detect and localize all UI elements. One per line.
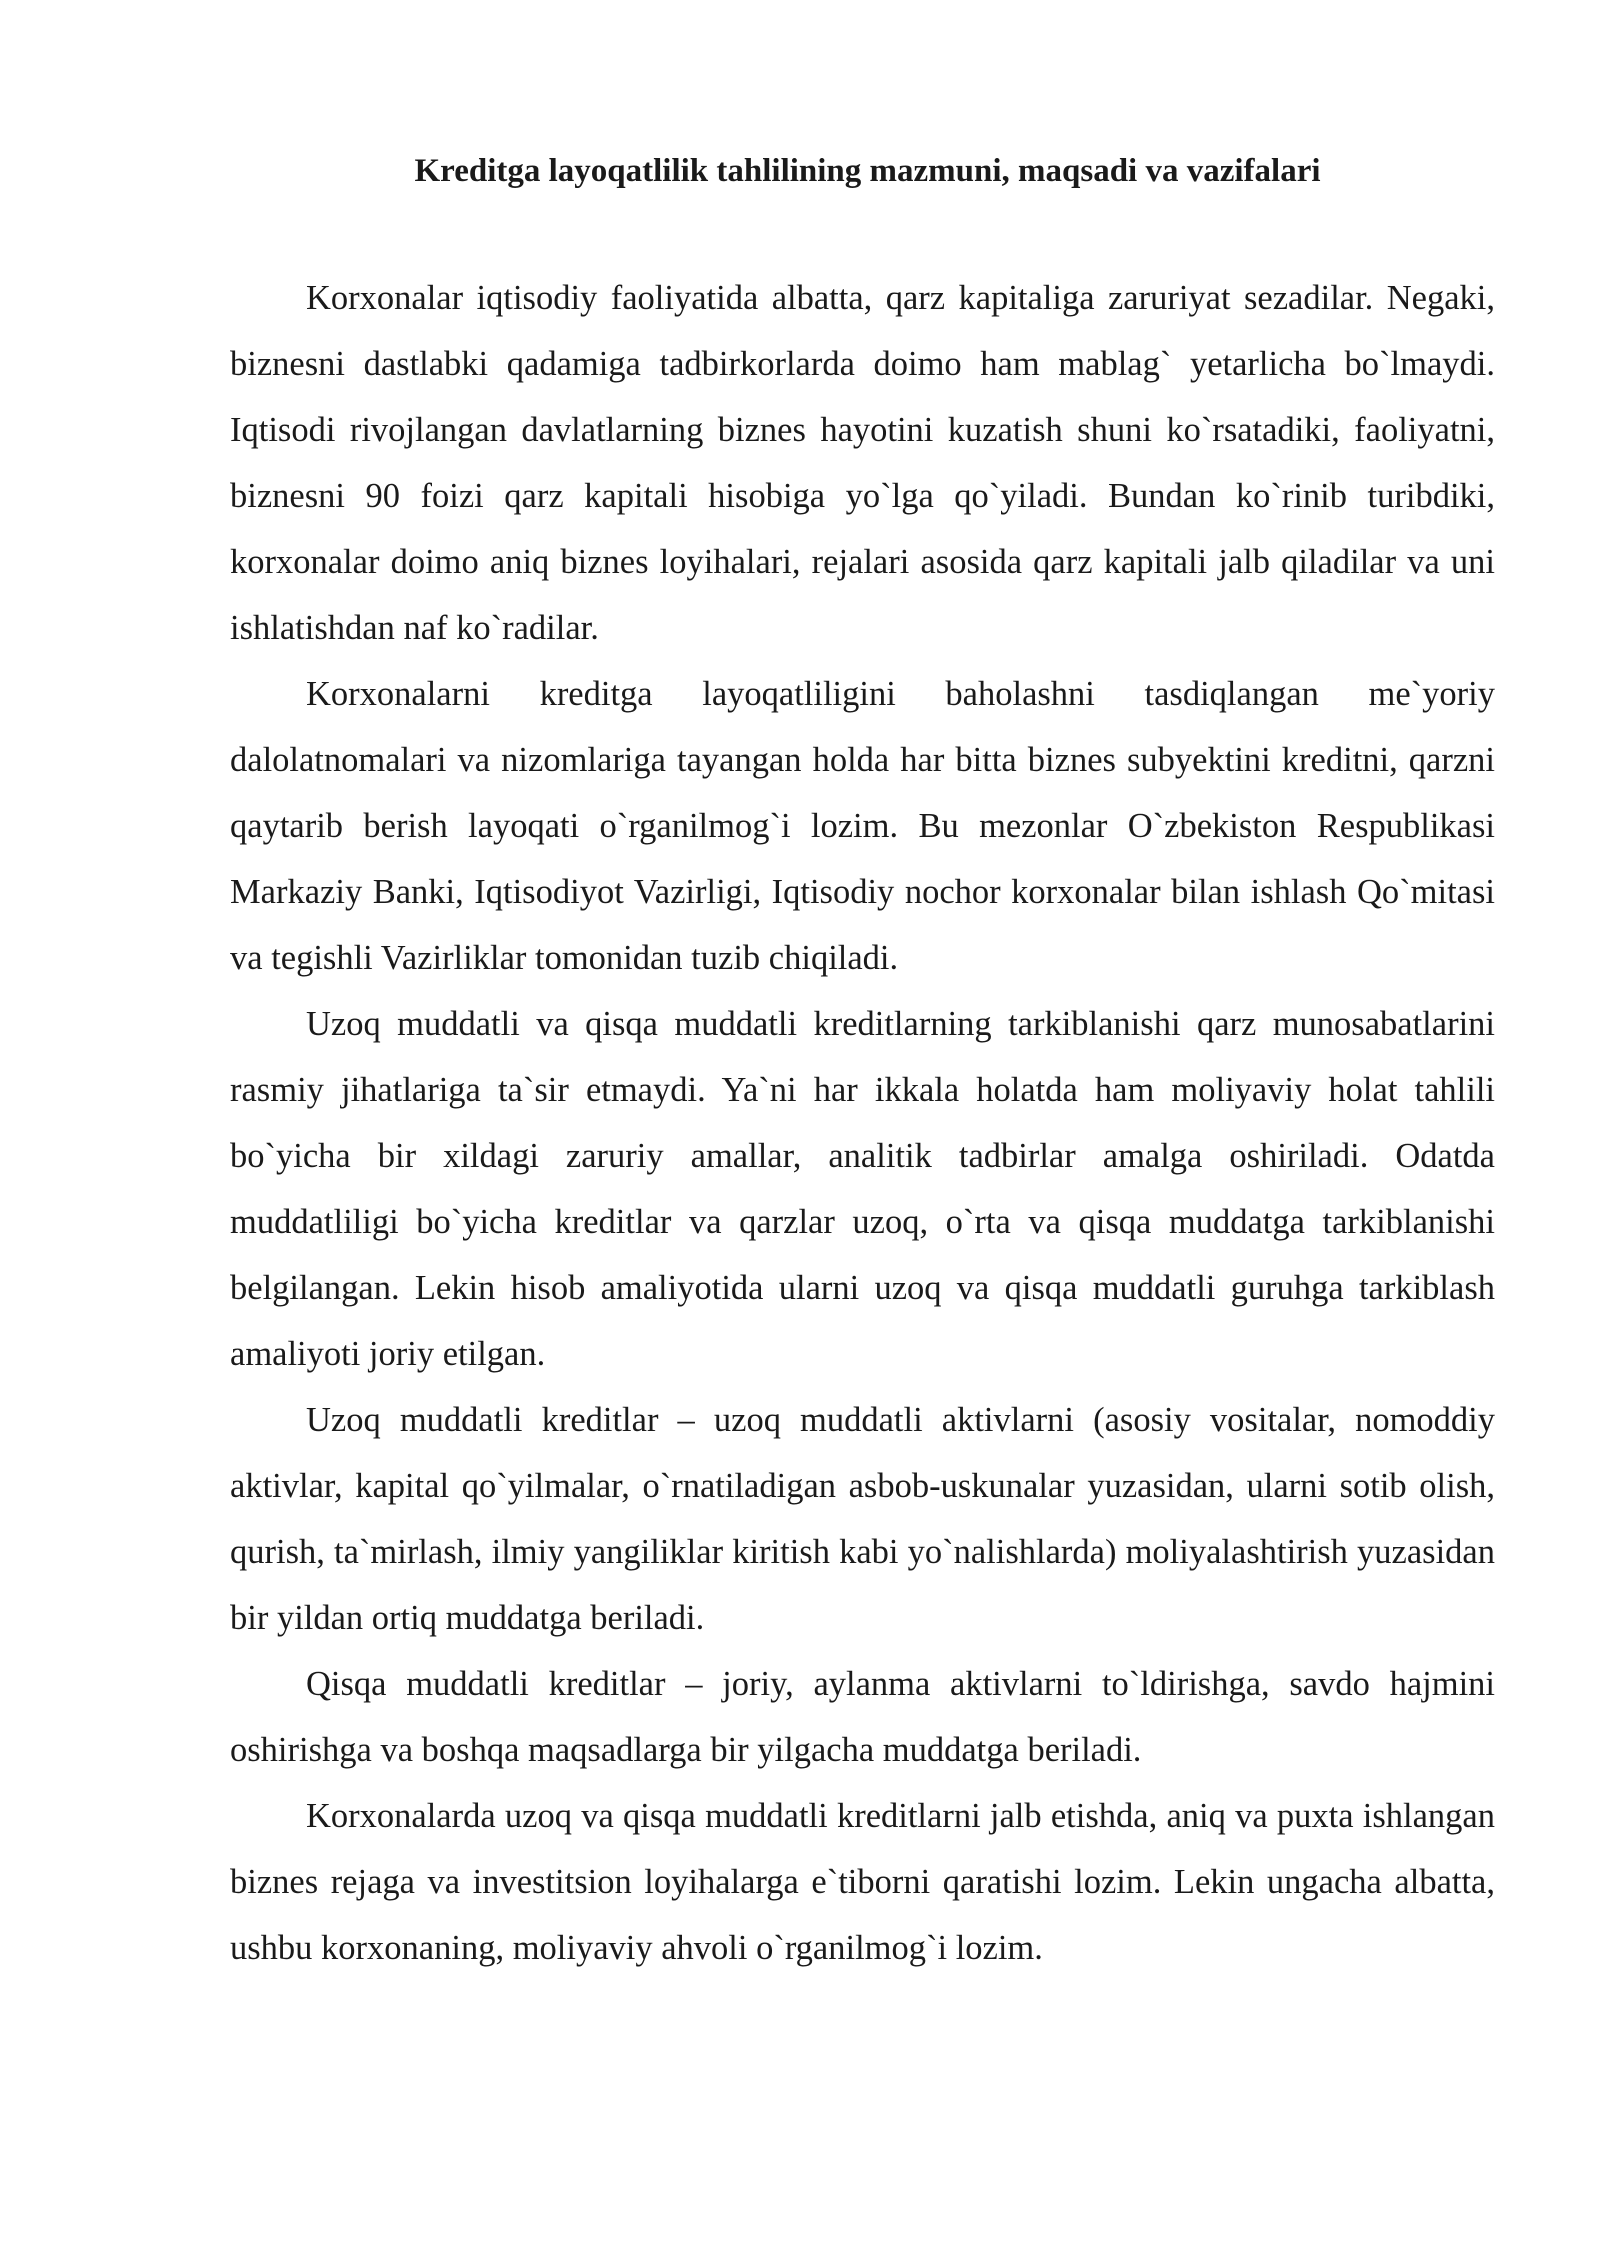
paragraph-6: Korxonalarda uzoq va qisqa muddatli kreditlarni jalb etishda, aniq va puxta ishlangan biznes rejaga va investitsion loyihalarga e`tiborni qaratishi lozim. Lekin ungacha albatta, ushbu korxonaning, moliyaviy ahvoli o`rganilmog`i lozim.: [230, 1796, 1495, 1967]
paragraph-5: Qisqa muddatli kreditlar – joriy, aylanma aktivlarni to`ldirishga, savdo hajmini oshirishga va boshqa maqsadlarga bir yilgacha muddatga beriladi.: [230, 1664, 1495, 1769]
paragraph-1: Korxonalar iqtisodiy faoliyatida albatta, qarz kapitaliga zaruriyat sezadilar. Negaki, biznesni dastlabki qadamiga tadbirkorlarda doimo ham mablag` yetarlicha bo`lmaydi. Iqtisodi rivojlangan davlatlarning biznes hayotini kuzatish shuni ko`rsatadiki, faoliyatni, biznesni 90 foizi qarz kapitali hisobiga yo`lga qo`yiladi. Bundan ko`rinib turibdiki, korxonalar doimo aniq biznes loyihalari, rejalari asosida qarz kapitali jalb qiladilar va uni ishlatishdan naf ko`radilar.: [230, 278, 1495, 647]
paragraph-2: Korxonalarni kreditga layoqatliligini baholashni tasdiqlangan me`yoriy dalolatnomalari va nizomlariga tayangan holda har bitta biznes subyektini kreditni, qarzni qaytarib berish layoqati o`rganilmog`i lozim. Bu mezonlar O`zbekiston Respublikasi Markaziy Banki, Iqtisodiyot Vazirligi, Iqtisodiy nochor korxonalar bilan ishlash Qo`mitasi va tegishli Vazirliklar tomonidan tuzib chiqiladi.: [230, 674, 1495, 977]
document-title: Kreditga layoqatlilik tahlilining mazmuni, maqsadi va vazifalari: [414, 153, 1321, 189]
document-body: [230, 265, 1495, 1981]
paragraph-3: Uzoq muddatli va qisqa muddatli kreditlarning tarkiblanishi qarz munosabatlarini rasmiy jihatlariga ta`sir etmaydi. Ya`ni har ikkala holatda ham moliyaviy holat tahlili bo`yicha bir xildagi zaruriy amallar, analitik tadbirlar amalga oshiriladi. Odatda muddatliligi bo`yicha kreditlar va qarzlar uzoq, o`rta va qisqa muddatga tarkiblanishi belgilangan. Lekin hisob amaliyotida ularni uzoq va qisqa muddatli guruhga tarkiblash amaliyoti joriy etilgan.: [230, 1004, 1495, 1373]
paragraph-4: Uzoq muddatli kreditlar – uzoq muddatli aktivlarni (asosiy vositalar, nomoddiy aktivlar, kapital qo`yilmalar, o`rnatiladigan asbob-uskunalar yuzasidan, ularni sotib olish, qurish, ta`mirlash, ilmiy yangiliklar kiritish kabi yo`nalishlarda) moliyalashtirish yuzasidan bir yildan ortiq muddatga beriladi.: [230, 1400, 1495, 1637]
